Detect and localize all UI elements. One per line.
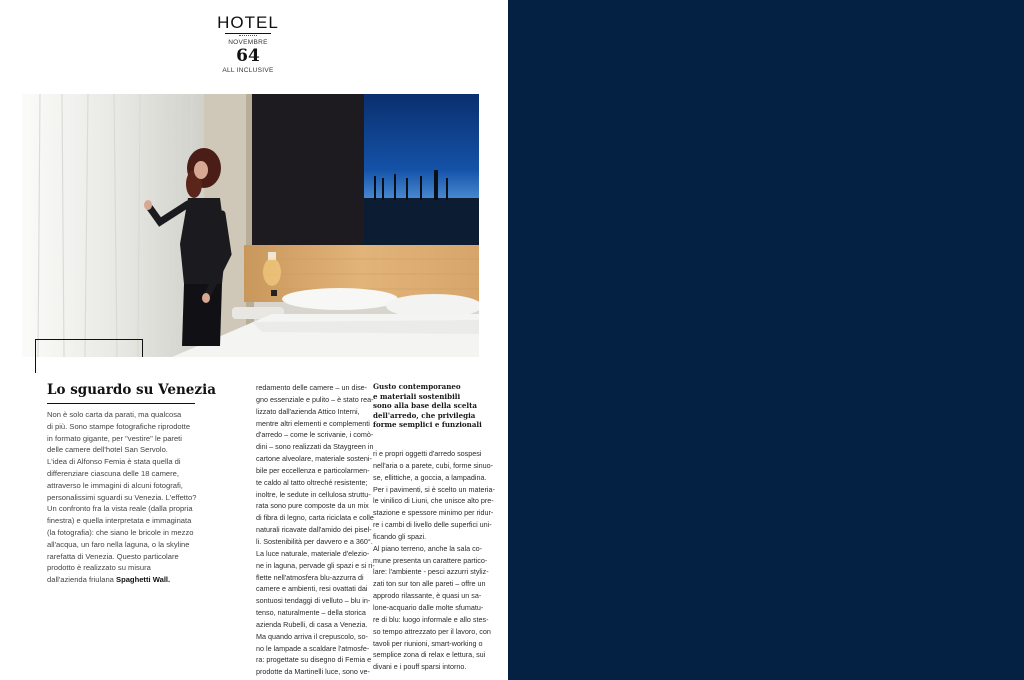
body-line: tavoli per riunioni, smart-working o: [373, 638, 483, 648]
pull-quote-line: e materiali sostenibili: [373, 391, 461, 401]
body-line: d'arredo – come le scrivanie, i comò-: [256, 430, 374, 440]
body-line: lare: l'ambiente - pesci azzurri styliz-: [373, 567, 489, 577]
body-line: lizzato dall'azienda Attico Interni,: [256, 406, 360, 416]
body-line: lone-acquario dalle molte sfumatu-: [373, 602, 484, 612]
body-line: flette nell'atmosfera blu-azzurra di: [256, 572, 364, 582]
body-line: inoltre, le sedute in cellulosa struttu-: [256, 489, 371, 499]
intro-line: (la fotografia): che siano le bricole in mezzo: [47, 527, 194, 537]
body-line: dini – sono realizzati da Staygreen in: [256, 442, 374, 452]
body-line: Ma quando arriva il crepuscolo, so-: [256, 631, 368, 641]
body-line: Per i pavimenti, si è scelto un materia-: [373, 484, 495, 494]
intro-last-prefix: dall'azienda friulana: [47, 575, 116, 585]
body-line: zati ton sur ton alle pareti – offre un: [373, 579, 486, 589]
body-line: approdo rilassante, è quasi un sa-: [373, 591, 482, 601]
body-line: no le lampade a scaldare l'atmosfe-: [256, 643, 370, 653]
body-line: ra: progettate su disegno di Femia e: [256, 655, 372, 665]
body-line: semplice zona di relax e lettura, sui: [373, 650, 486, 660]
body-line: ficando gli spazi.: [373, 531, 427, 541]
intro-last-line: [47, 574, 196, 586]
intro-line: rarefatta di Venezia. Questo particolare: [47, 551, 179, 561]
body-line: naturali ricavate dall'amido dei pisel-: [256, 525, 372, 535]
body-line: La luce naturale, materiale d'elezio-: [256, 548, 370, 558]
pull-quote-line: forme semplici e funzionali: [373, 420, 482, 430]
issue-theme: ALL INCLUSIVE: [222, 67, 274, 74]
body-line: mune presenta un carattere partico-: [373, 555, 488, 565]
intro-line: differenziare ciascuna delle 18 camere,: [47, 468, 179, 478]
pull-quote-line: Gusto contemporaneo: [373, 382, 461, 391]
intro-line: delle camere dell'hotel San Servolo.: [47, 445, 168, 455]
body-line: gno essenziale e pulito – è stato rea-: [256, 394, 374, 404]
body-line: tenso, naturalmente – della storica: [256, 608, 366, 618]
body-line: ri e propri oggetti d'arredo sospesi: [373, 449, 482, 458]
intro-line: in formato gigante, per "vestire" le pareti: [47, 433, 182, 443]
pull-quote-line: dell'arredo, che privilegia: [373, 410, 476, 420]
body-line: nell'aria o a parete, cubi, forme sinuo-: [373, 460, 494, 470]
body-line: Al piano terreno, anche la sala co-: [373, 543, 483, 553]
intro-column: [47, 409, 196, 586]
pull-quote-line: sono alla base della scelta: [373, 401, 477, 411]
intro-line: L'idea di Alfonso Femia è stata quella di: [47, 457, 181, 467]
intro-line: prodotto è realizzato su misura: [47, 563, 151, 573]
body-line: cartone alveolare, materiale sosteni-: [256, 454, 372, 464]
intro-line: personalissimi sguardi su Venezia. L'effetto?: [47, 492, 197, 502]
body-line: so tempo attrezzato per il lavoro, con: [373, 626, 491, 636]
frame-line-vertical: [35, 339, 36, 373]
magazine-page: [0, 0, 508, 680]
intro-line: Non è solo carta da parati, ma qualcosa: [47, 410, 182, 419]
body-line: re i cambi di livello delle superfici uni-: [373, 520, 492, 530]
intro-line: finestra) e quella interpretata e immaginata: [47, 516, 192, 526]
frame-line-horizontal: [35, 339, 143, 340]
navy-panel: [508, 0, 1024, 680]
intro-line: di più. Sono stampe fotografiche riprodotte: [47, 421, 191, 431]
middle-column: [256, 382, 375, 678]
body-line: mentre altri elementi e complementi: [256, 418, 370, 428]
company-name: Spaghetti Wall.: [116, 575, 171, 585]
body-line: azienda Rubelli, di casa a Venezia.: [256, 619, 368, 629]
right-column: [373, 448, 495, 673]
hotel-logo: HOTEL: [217, 13, 279, 32]
body-line: stazione e spessore minimo per ridur-: [373, 508, 494, 518]
masthead: [196, 14, 300, 74]
body-line: camere e ambienti, resi ovattati dai: [256, 584, 368, 594]
frame-line-vertical-right: [142, 339, 143, 357]
hotel-room-photo: [22, 94, 479, 357]
body-line: se, ellittiche, a goccia, a lampadina.: [373, 472, 487, 482]
body-line: divani e i pouff sparsi intorno.: [373, 662, 467, 672]
body-line: ne in laguna, pervade gli spazi e si ri-: [256, 560, 375, 570]
body-line: le vinilico di Liuni, che unisce alto pre-: [373, 496, 494, 506]
intro-line: attraverso le immagini di alcuni fotografi,: [47, 480, 183, 490]
body-line: rata sono pure composte da un mix: [256, 501, 369, 511]
photo-illustration: [22, 94, 479, 357]
body-line: bile per eccellenza e particolarmen-: [256, 465, 370, 475]
logo-rule: [225, 33, 271, 34]
article-headline: Lo sguardo su Venezia: [47, 382, 216, 398]
issue-month: NOVEMBRE: [228, 39, 268, 46]
pull-quote: [373, 382, 482, 430]
body-line: sontuosi tendaggi di velluto – blu in-: [256, 596, 371, 606]
body-line: prodotte da Martinelli luce, sono ve-: [256, 667, 370, 677]
body-line: te caldo al tatto oltreché resistente;: [256, 477, 368, 487]
body-line: re di blu: luogo informale e allo stes-: [373, 614, 489, 624]
issue-number: 64: [236, 46, 260, 66]
body-line: li. Sostenibilità per davvero e a 360°.: [256, 536, 373, 546]
intro-line: all'acqua, un faro nella laguna, o la skyline: [47, 539, 190, 549]
body-line: di fibra di legno, carta riciclata e colle: [256, 513, 374, 523]
body-line: redamento delle camere – un dise-: [256, 383, 368, 392]
intro-line: Un confronto fra la vista reale (dalla propria: [47, 504, 193, 514]
headline-rule: [47, 403, 195, 404]
